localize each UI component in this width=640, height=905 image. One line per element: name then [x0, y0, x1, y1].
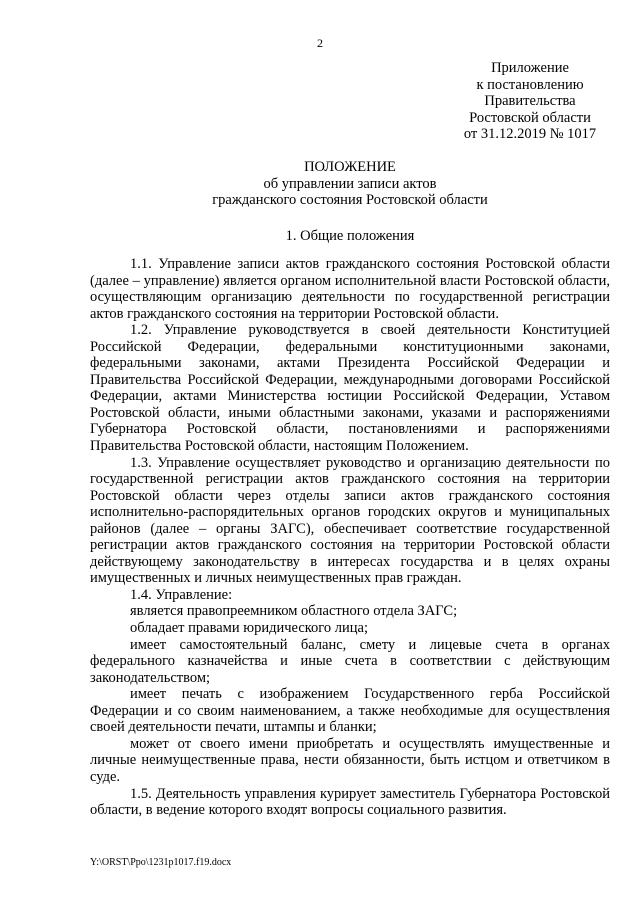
page-number: 2 [317, 36, 323, 50]
appendix-line: Ростовской области [469, 109, 591, 126]
list-item: обладает правами юридического лица; [130, 620, 368, 637]
list-item: может от своего имени приобретать и осуществлять имущественные и личные неимущественные права, нести обязанности, быть истцом и ответчиком в суде. [90, 735, 610, 785]
paragraph-1-3: 1.3. Управление осуществляет руководство и организацию деятельности по государственной регистрации актов гражданского состояния на территории Ростовской области через отделы записи актов гражданского состояния исполнительно-распорядительных органов городских округов и муниципальных районов (далее – органы ЗАГС), обеспечивает соответствие государственной регистрации актов гражданского состояния на территории Ростовской области действующему законодательству в интересах государства и в целях охраны имущественных и личных неимущественных прав граждан. [90, 454, 610, 587]
body-text [90, 256, 610, 819]
paragraph-1-1: 1.1. Управление записи актов гражданского состояния Ростовской области (далее – управление) является органом исполнительной власти Ростовской области, осуществляющим организацию деятельности по государственной регистрации актов гражданского состояния на территории Ростовской области. [90, 256, 610, 322]
title-line: гражданского состояния Ростовской области [212, 192, 488, 209]
appendix-block [440, 60, 620, 143]
list-item: имеет самостоятельный баланс, смету и лицевые счета в органах федерального казначейства и иные счета в соответствии с действующим законодательством; [90, 636, 610, 686]
paragraph-1-4: 1.4. Управление: [130, 586, 233, 603]
appendix-line: Правительства [484, 93, 576, 110]
paragraph-1-2: 1.2. Управление руководствуется в своей деятельности Конституцией Российской Федерации, федеральными конституционными законами, федеральными законами, актами Президента Российской Федерации и Правительства Российской Федерации, международными договорами Российской Федерации, актами Министерства юстиции Российской Федерации, Уставом Ростовской области, иными областными законами, указами и распоряжениями Губернатора Ростовской области, постановлениями и распоряжениями Правительства Ростовской области, настоящим Положением. [90, 322, 610, 455]
list-item: имеет печать с изображением Государственного герба Российской Федерации и со своим наименованием, а также необходимые для осуществления своей деятельности печати, штампы и бланки; [90, 686, 610, 736]
title-line: об управлении записи актов [263, 175, 437, 192]
appendix-line: к постановлению [476, 76, 584, 93]
paragraph-1-5: 1.5. Деятельность управления курирует заместитель Губернатора Ростовской области, в ведение которого входят вопросы социального развития. [90, 785, 610, 819]
appendix-line: от 31.12.2019 № 1017 [463, 126, 597, 143]
title-heading: ПОЛОЖЕНИЕ [304, 159, 396, 175]
section-heading: 1. Общие положения [285, 228, 415, 244]
footer-file-path: Y:\ORST\Ppo\1231p1017.f19.docx [90, 857, 232, 868]
list-item: является правопреемником областного отдела ЗАГС; [130, 603, 458, 620]
document-title [90, 159, 610, 209]
appendix-line: Приложение [491, 60, 569, 76]
